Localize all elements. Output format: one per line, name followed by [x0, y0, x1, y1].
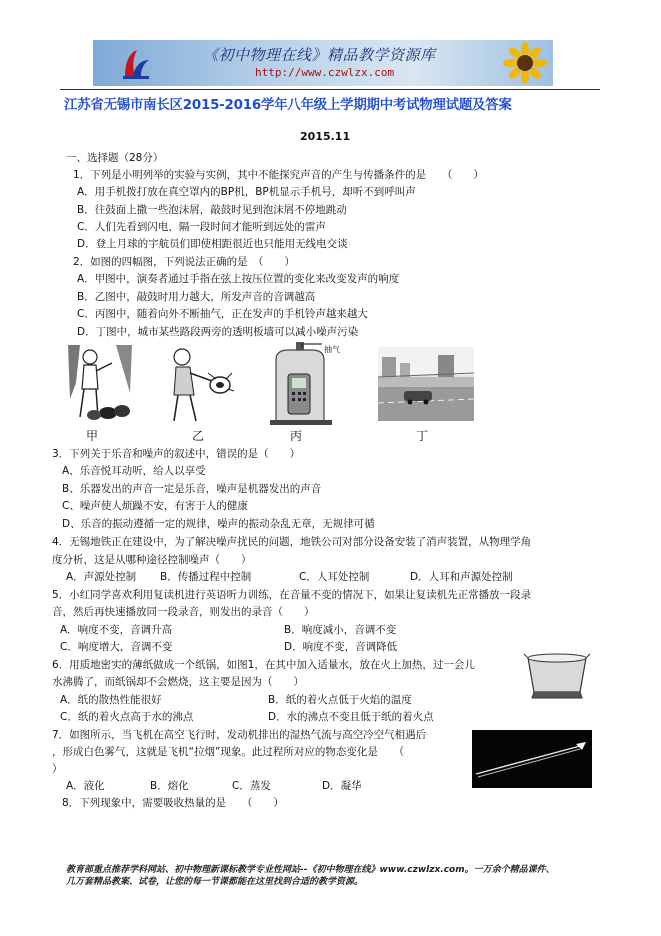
- figure-label-jia: 甲: [86, 429, 99, 443]
- q5-stem-line2: 音，然后再快速播放同一段录音，则发出的录音（ ）: [52, 606, 315, 618]
- banner-title: 《初中物理在线》精品教学资源库: [203, 46, 436, 64]
- figure-paper-pot: [522, 652, 592, 702]
- q3-stem: 3．下列关于乐音和噪声的叙述中，错误的是（ ）: [52, 448, 301, 460]
- site-logo-icon: [119, 46, 151, 80]
- q1-option-b: B．往鼓面上撒一些泡沫屑，敲鼓时见到泡沫屑不停地跳动: [77, 204, 347, 216]
- q2-option-b: B．乙图中，敲鼓时用力越大，所发声音的音调越高: [77, 291, 316, 303]
- q2-option-a: A．甲图中，演奏者通过手指在弦上按压位置的变化来改变发声的响度: [77, 273, 400, 285]
- q5-option-b: B．响度减小，音调不变: [284, 624, 397, 636]
- section-heading: 一、选择题（28分）: [66, 152, 164, 164]
- q3-option-c: C、噪声使人烦躁不安，有害于人的健康: [62, 500, 248, 512]
- q7-option-b: B．熔化: [150, 780, 189, 792]
- q6-stem-line1: 6．用质地密实的薄纸做成一个纸锅，如图1，在其中加入适量水，放在火上加热，过一会儿: [52, 659, 475, 671]
- q4-option-b: B．传播过程中控制: [160, 571, 252, 583]
- page-footer: [66, 864, 606, 888]
- page-title: 江苏省无锡市南长区2015-2016学年八年级上学期期中考试物理试题及答案: [64, 98, 512, 113]
- q8-stem: 8．下列现象中，需要吸收热量的是 （ ）: [62, 797, 284, 809]
- footer-line-1: 教育部重点推荐学科网站、初中物理新课标教学专业性网站--《初中物理在线》www.czwlzx.com。一万余个精品课件、: [66, 865, 555, 875]
- q5-stem-line1: 5．小红同学喜欢利用复读机进行英语听力训练，在音量不变的情况下，如果让复读机先正常播放一段录: [52, 589, 532, 601]
- figure-sound-barrier-road: [378, 347, 474, 421]
- q7-stem-line3: ）: [52, 763, 63, 775]
- q3-option-a: A、乐音悦耳动听，给人以享受: [62, 465, 206, 477]
- q6-option-a: A．纸的散热性能很好: [60, 694, 162, 706]
- q3-option-b: B、乐器发出的声音一定是乐音，噪声是机器发出的声音: [62, 483, 322, 495]
- figure-bell-jar-phone: [262, 340, 348, 426]
- figure-pump-label: 抽气: [324, 345, 340, 354]
- q2-option-c: C．丙图中，随着向外不断抽气，正在发声的手机铃声越来越大: [77, 308, 368, 320]
- q5-option-a: A．响度不变，音调升高: [60, 624, 173, 636]
- exam-date: 2015.11: [300, 130, 351, 143]
- q4-option-c: C．人耳处控制: [299, 571, 370, 583]
- sunflower-icon: [501, 42, 549, 84]
- q6-option-d: D．水的沸点不变且低于纸的着火点: [268, 711, 434, 723]
- q2-stem: 2．如图的四幅图，下列说法正确的是 （ ）: [73, 256, 295, 268]
- figure-label-bing: 丙: [290, 429, 303, 443]
- q5-option-d: D．响度不变，音调降低: [284, 641, 398, 653]
- q3-option-d: D、乐音的振动遵循一定的规律，噪声的振动杂乱无章，无规律可循: [62, 518, 375, 530]
- figure-label-ding: 丁: [416, 429, 429, 443]
- q1-option-d: D．登上月球的宇航员们即使相距很近也只能用无线电交谈: [77, 238, 348, 250]
- q6-stem-line2: 水沸腾了，而纸锅却不会燃烧，这主要是因为（ ）: [52, 676, 304, 688]
- q7-option-a: A．液化: [66, 780, 105, 792]
- figure-violinist: [66, 343, 136, 423]
- q6-option-c: C．纸的着火点高于水的沸点: [60, 711, 194, 723]
- q1-option-a: A．用手机拨打放在真空罩内的BP机，BP机显示手机号，却听不到呼叫声: [77, 186, 416, 198]
- q7-stem-line2: ，形成白色雾气，这就是飞机“拉烟”现象。此过程所对应的物态变化是 （: [52, 746, 405, 758]
- q1-option-c: C．人们先看到闪电，隔一段时间才能听到远处的雷声: [77, 221, 326, 233]
- footer-line-2: 几万套精品教案、试卷，让您的每一节课都能在这里找到合适的教学资源。: [66, 877, 364, 887]
- banner-url: http://www.czwlzx.com: [255, 66, 395, 79]
- q6-option-b: B．纸的着火点低于火焰的温度: [268, 694, 412, 706]
- figure-label-yi: 乙: [192, 429, 205, 443]
- q1-stem: 1．下列是小明列举的实验与实例，其中不能探究声音的产生与传播条件的是 （ ）: [73, 169, 484, 181]
- q4-option-d: D．人耳和声源处控制: [410, 571, 513, 583]
- q4-stem-line2: 度分析，这是从哪种途径控制噪声（ ）: [52, 554, 252, 566]
- q4-option-a: A．声源处控制: [66, 571, 137, 583]
- figure-drummer: [160, 343, 242, 425]
- figure-contrail-plane: [472, 730, 592, 788]
- q5-option-c: C．响度增大，音调不变: [60, 641, 173, 653]
- q7-option-d: D．凝华: [322, 780, 362, 792]
- header-banner: [93, 40, 553, 86]
- q7-stem-line1: 7．如图所示，当飞机在高空飞行时，发动机排出的湿热气流与高空冷空气相遇后: [52, 729, 427, 741]
- q4-stem-line1: 4．无锡地铁正在建设中，为了解决噪声扰民的问题，地铁公司对部分设备安装了消声装置，从物理学角: [52, 536, 532, 548]
- q2-option-d: D．丁图中，城市某些路段两旁的透明板墙可以减小噪声污染: [77, 326, 359, 338]
- q7-option-c: C．蒸发: [232, 780, 271, 792]
- header-divider: [60, 89, 600, 90]
